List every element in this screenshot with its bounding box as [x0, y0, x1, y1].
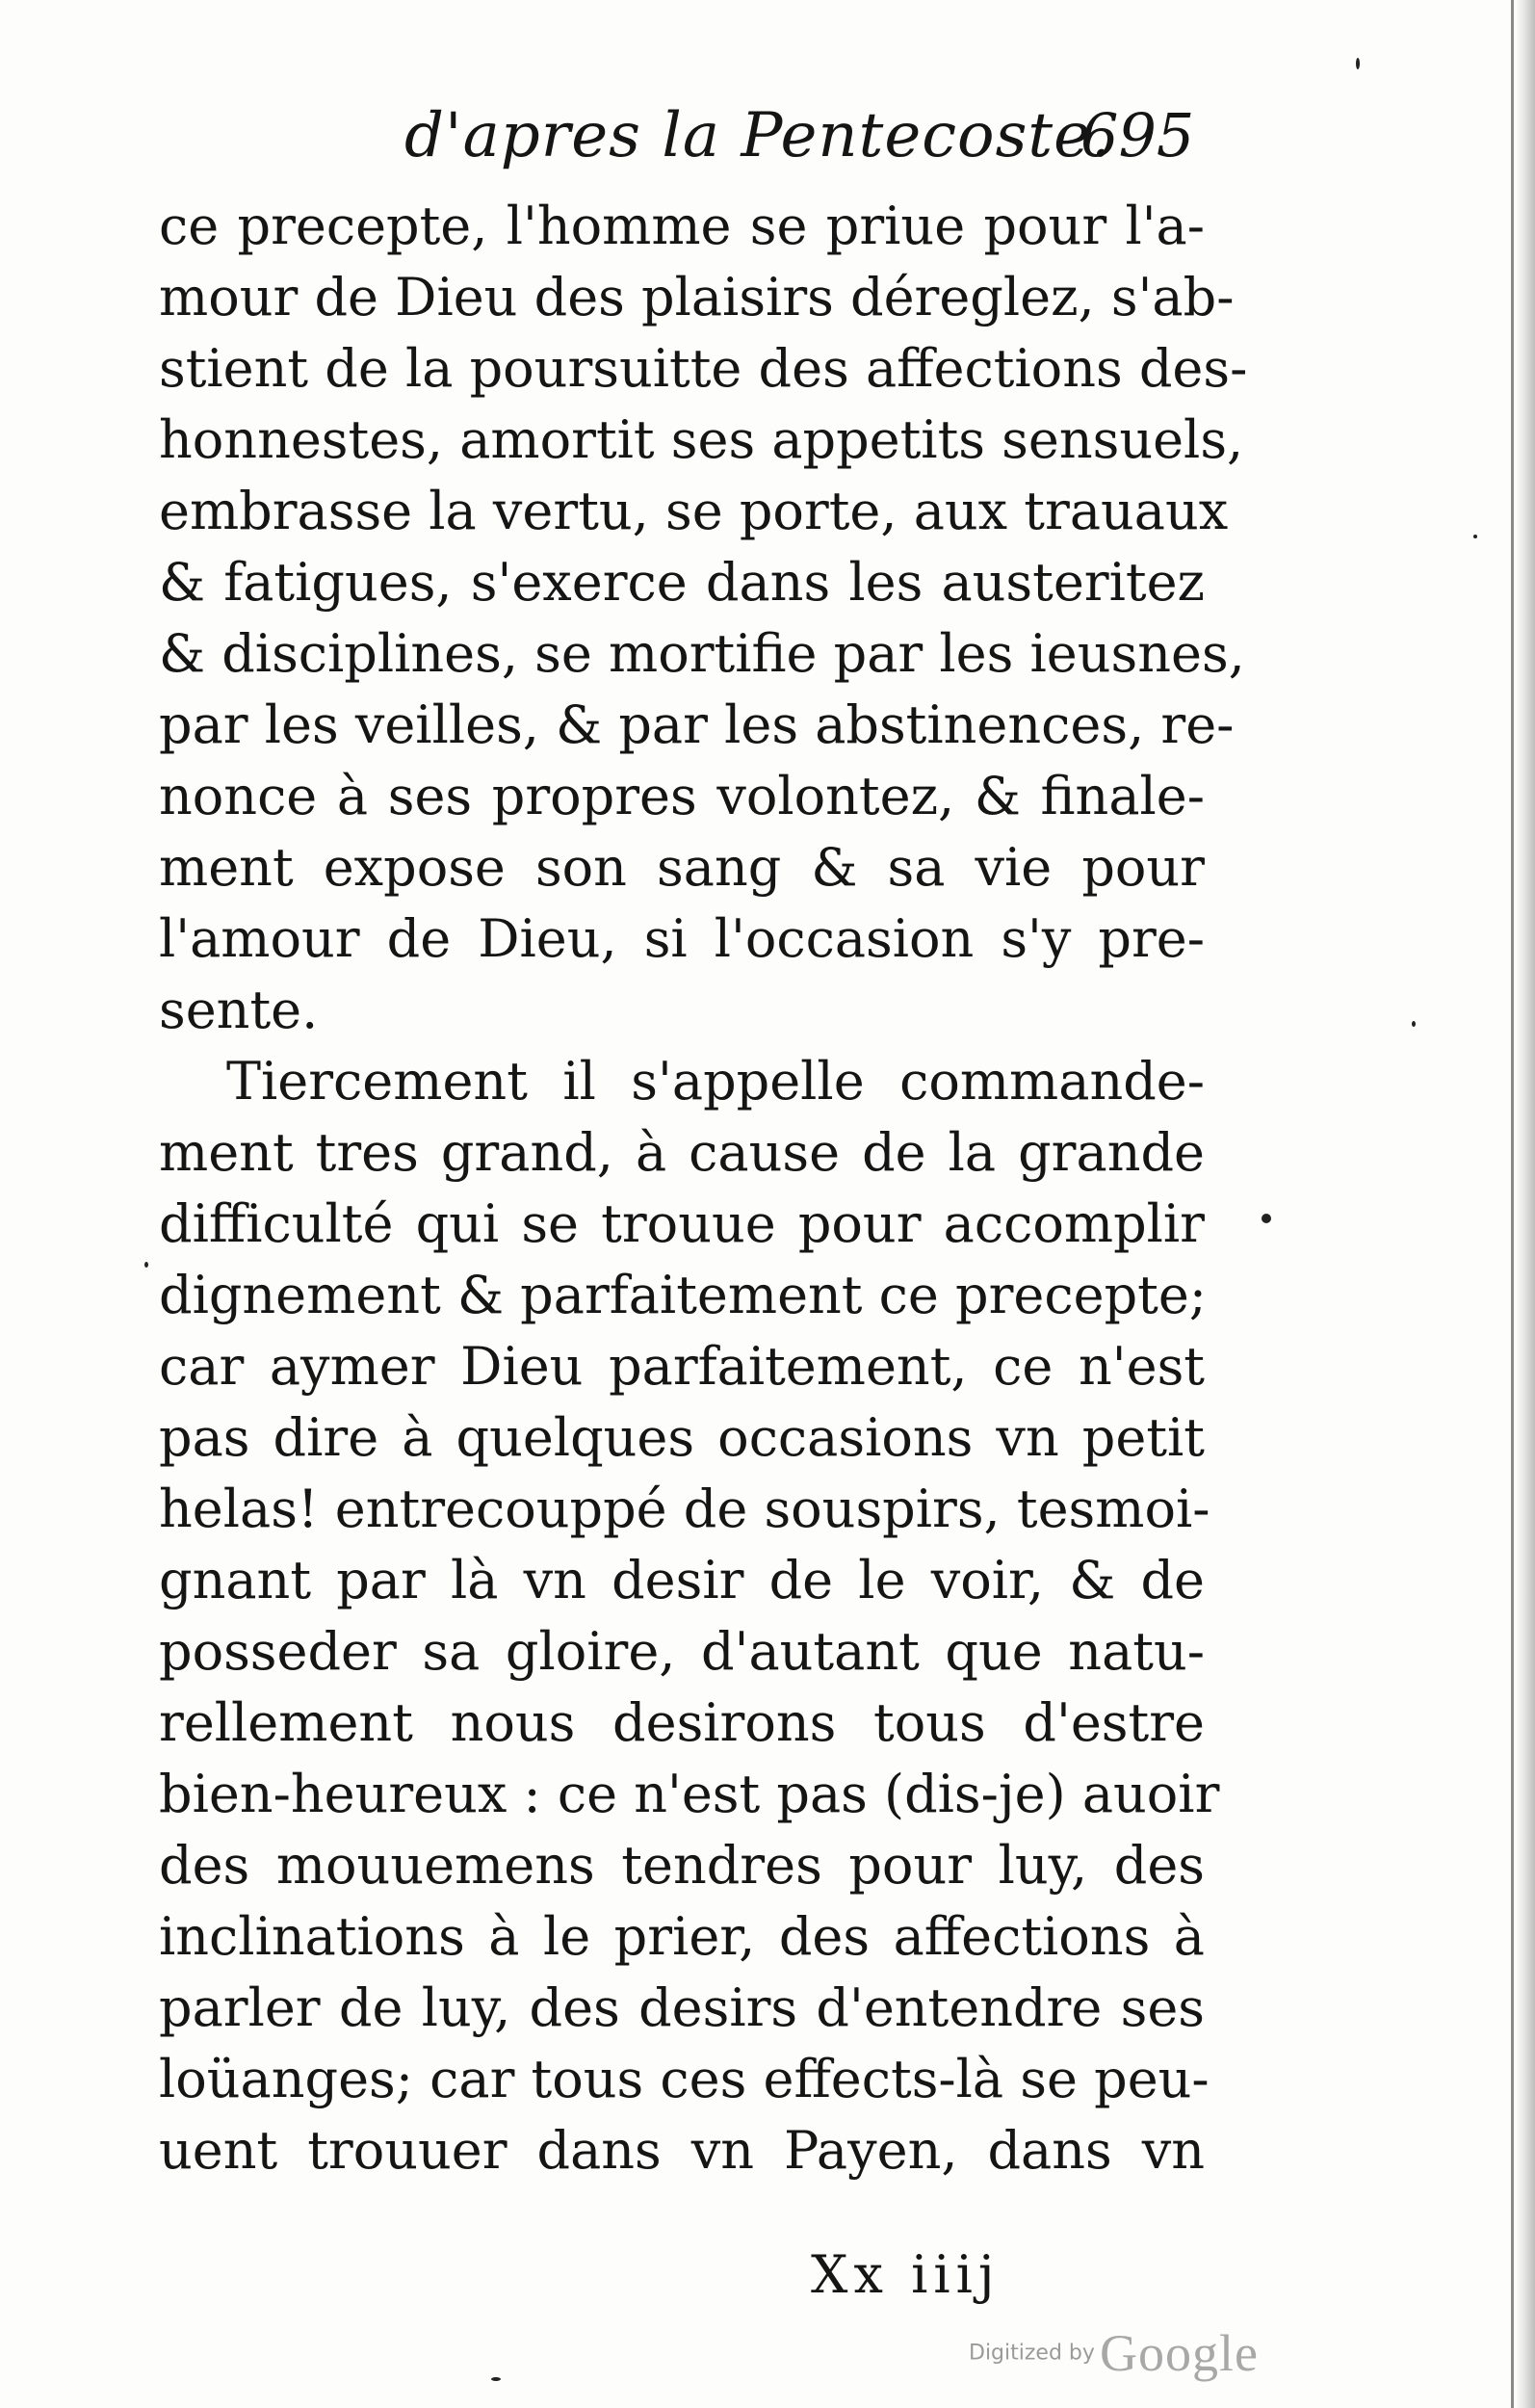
text-line: uent trouuer dans vn Payen, dans vn: [159, 2120, 1205, 2181]
page-edge-line: [1511, 0, 1514, 2408]
text-line: difficulté qui se trouue pour accomplir: [159, 1193, 1205, 1254]
text-line: ment tres grand, à cause de la grande: [159, 1122, 1205, 1183]
text-line: gnant par là vn desir de le voir, & de: [159, 1550, 1205, 1610]
digitized-label: Digitized by: [969, 2341, 1095, 2366]
ink-speck: [1356, 58, 1360, 69]
running-title: d'apres la Pentecoste.: [404, 100, 1112, 171]
text-line: pas dire à quelques occasions vn petit: [159, 1407, 1205, 1468]
text-line: & disciplines, se mortifie par les ieusnes,: [159, 623, 1245, 684]
page-number: 695: [1080, 100, 1195, 170]
text-line: ment expose son sang & sa vie pour: [159, 837, 1205, 898]
text-line: posseder sa gloire, d'autant que natu-: [159, 1621, 1205, 1682]
ink-speck: [1262, 1214, 1271, 1223]
ink-speck: [1412, 1021, 1416, 1027]
text-line: des mouuemens tendres pour luy, des: [159, 1835, 1205, 1896]
ink-speck: [491, 2377, 501, 2381]
text-line: car aymer Dieu parfaitement, ce n'est: [159, 1336, 1205, 1397]
text-line: stient de la poursuitte des affections des-: [159, 338, 1248, 399]
text-line: rellement nous desirons tous d'estre: [159, 1692, 1205, 1753]
text-line: dignement & parfaitement ce precepte;: [159, 1265, 1207, 1325]
text-line: mour de Dieu des plaisirs déreglez, s'ab-: [159, 267, 1235, 327]
text-line: nonce à ses propres volontez, & finale-: [159, 766, 1205, 826]
google-logo: Google: [1100, 2324, 1259, 2382]
page-edge-shadow: [1516, 0, 1535, 2408]
text-line: sente.: [159, 980, 319, 1040]
text-line: helas! entrecouppé de souspirs, tesmoi-: [159, 1479, 1210, 1539]
text-line: honnestes, amortit ses appetits sensuels,: [159, 409, 1244, 470]
signature-mark: Xx iiij: [811, 2244, 1001, 2305]
text-line: par les veilles, & par les abstinences, re-: [159, 694, 1235, 755]
text-line: embrasse la vertu, se porte, aux trauaux: [159, 481, 1229, 541]
text-line: bien-heureux : ce n'est pas (dis-je) auoir: [159, 1764, 1220, 1824]
text-line: & fatigues, s'exerce dans les austeritez: [159, 552, 1205, 613]
text-line: ce precepte, l'homme se priue pour l'a-: [159, 196, 1205, 256]
text-line: inclinations à le prier, des affections à: [159, 1906, 1205, 1967]
text-line: Tiercement il s'appelle commande-: [226, 1051, 1205, 1112]
digitized-watermark: [969, 2323, 1259, 2383]
ink-speck: [144, 1262, 148, 1268]
ink-speck: [1473, 535, 1477, 538]
text-line: parler de luy, des desirs d'entendre ses: [159, 1977, 1205, 2038]
text-line: loüanges; car tous ces effects-là se peu-: [159, 2049, 1210, 2109]
text-line: l'amour de Dieu, si l'occasion s'y pre-: [159, 908, 1205, 969]
